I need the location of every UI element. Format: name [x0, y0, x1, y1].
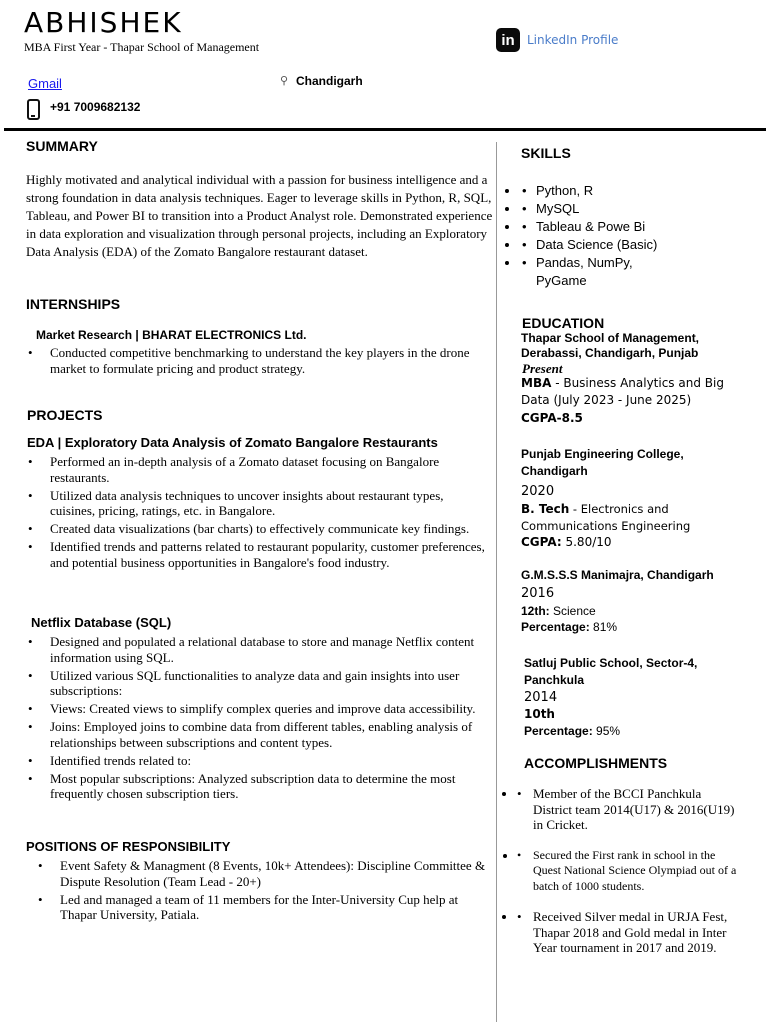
list-item: • • Received Silver medal in URJA Fest, Thapar 2018 and Gold medal in Inter Year tournament in 2017 and 2019.: [517, 909, 742, 956]
skills-heading: SKILLS: [521, 145, 571, 161]
list-item: • Identified trends related to:: [26, 753, 476, 769]
satluj-class: 10th: [524, 707, 555, 721]
phone-icon: [27, 99, 40, 120]
list-item: • Identified trends and patterns related to restaurant popularity, customer preferences, and potential business opportunities in Bangalore's food industry.: [26, 539, 486, 570]
gmsss-year: 2016: [521, 586, 555, 601]
list-item: • Performed an in-depth analysis of a Zomato dataset focusing on Bangalore restaurants.: [26, 454, 486, 485]
summary-text: Highly motivated and analytical individual with a passion for business intelligence and a strong foundation in data analysis techniques. Eager to leverage skills in Python, R, SQL, Tableau, and Power BI to transition into a Product Analyst role. Demonstrated experience in data exploration and visualization through personal projects, including an Exploratory Data Analysis (EDA) of the Zomato Bangalore restaurant dataset.: [26, 172, 493, 259]
column-divider: [496, 142, 497, 1022]
summary-heading: SUMMARY: [26, 138, 98, 154]
skills-list: [520, 182, 680, 290]
header-divider: [4, 128, 766, 131]
tsm-school-name: Thapar School of Management, Derabassi, Chandigarh, Punjab: [521, 331, 700, 360]
phone-number: +91 7009682132: [50, 100, 141, 114]
pec-school-name: Punjab Engineering College, Chandigarh: [521, 447, 684, 478]
tsm-status: Present: [522, 361, 563, 376]
internship-title: Market Research | BHARAT ELECTRONICS Ltd.: [36, 328, 307, 342]
satluj-year: 2014: [524, 690, 558, 705]
netflix-project-title: Netflix Database (SQL): [31, 615, 172, 630]
internship-bullets: [26, 345, 476, 379]
netflix-project-bullets: [26, 634, 476, 804]
gmsss-percentage: Percentage: 81%: [521, 620, 618, 634]
list-item: • Joins: Employed joins to combine data from different tables, enabling analysis of relationships between subscriptions and content types.: [26, 719, 476, 750]
candidate-subtitle: MBA First Year - Thapar School of Management: [24, 40, 260, 54]
accomplishments-list: [517, 786, 742, 956]
eda-project-title: EDA | Exploratory Data Analysis of Zomato Bangalore Restaurants: [27, 435, 438, 450]
gmail-link[interactable]: Gmail: [28, 76, 62, 91]
pec-year: 2020: [521, 484, 555, 499]
projects-heading: PROJECTS: [27, 407, 103, 423]
positions-heading: POSITIONS OF RESPONSIBILITY: [26, 839, 231, 854]
list-item: • Views: Created views to simplify complex queries and improve data accessibility.: [26, 701, 476, 717]
list-item: • Created data visualizations (bar charts) to effectively communicate key findings.: [26, 521, 486, 537]
list-item: • Most popular subscriptions: Analyzed subscription data to determine the most frequently chosen subscription tiers.: [26, 771, 476, 802]
internships-heading: INTERNSHIPS: [26, 296, 121, 312]
list-item: • Conducted competitive benchmarking to understand the key players in the drone market to formulate pricing and product strategy.: [26, 345, 476, 376]
list-item: • Utilized data analysis techniques to uncover insights about restaurant types, cuisines, pricing, ratings, etc. in Bangalore.: [26, 488, 486, 519]
tsm-degree: MBA - Business Analytics and Big Data (July 2023 - June 2025): [521, 376, 724, 407]
skill-item: • • MySQL: [520, 200, 680, 218]
pec-degree: B. Tech - Electronics and Communications Engineering: [521, 502, 691, 533]
pec-cgpa: CGPA: 5.80/10: [521, 535, 612, 549]
linkedin-icon[interactable]: in: [496, 28, 520, 52]
satluj-percentage: Percentage: 95%: [524, 724, 621, 738]
list-item: • Utilized various SQL functionalities to analyze data and gain insights into user subscriptions:: [26, 668, 476, 699]
accomplishments-heading: ACCOMPLISHMENTS: [524, 755, 668, 771]
positions-bullets: [36, 858, 486, 925]
list-item: • Designed and populated a relational database to store and manage Netflix content information using SQL.: [26, 634, 476, 665]
gmsss-class: 12th: Science: [521, 604, 596, 618]
eda-project-bullets: [26, 454, 486, 573]
location-pin-icon: ⚲: [280, 74, 289, 87]
tsm-cgpa: CGPA-8.5: [521, 411, 583, 425]
linkedin-profile-link[interactable]: LinkedIn Profile: [527, 33, 619, 47]
gmsss-school-name: G.M.S.S.S Manimajra, Chandigarh: [521, 568, 714, 582]
candidate-name: ABHISHEK: [24, 6, 183, 39]
list-item: • Led and managed a team of 11 members for the Inter-University Cup help at Thapar University, Patiala.: [36, 892, 486, 923]
list-item: • • Secured the First rank in school in the Quest National Science Olympiad out of a batch of 1000 students.: [517, 848, 742, 895]
satluj-school-name: Satluj Public School, Sector-4, Panchkula: [524, 656, 698, 687]
skill-item: • • Python, R: [520, 182, 680, 200]
skill-item: • • Tableau & Powe Bi: [520, 218, 680, 236]
skill-item: • • Pandas, NumPy, PyGame: [520, 254, 680, 290]
education-heading: EDUCATION: [522, 315, 605, 331]
location-text: Chandigarh: [296, 74, 363, 88]
list-item: • Event Safety & Managment (8 Events, 10k+ Attendees): Discipline Committee & Dispute Resolution (Team Lead - 20+): [36, 858, 486, 889]
skill-item: • • Data Science (Basic): [520, 236, 680, 254]
list-item: • • Member of the BCCI Panchkula District team 2014(U17) & 2016(U19) in Cricket.: [517, 786, 742, 833]
